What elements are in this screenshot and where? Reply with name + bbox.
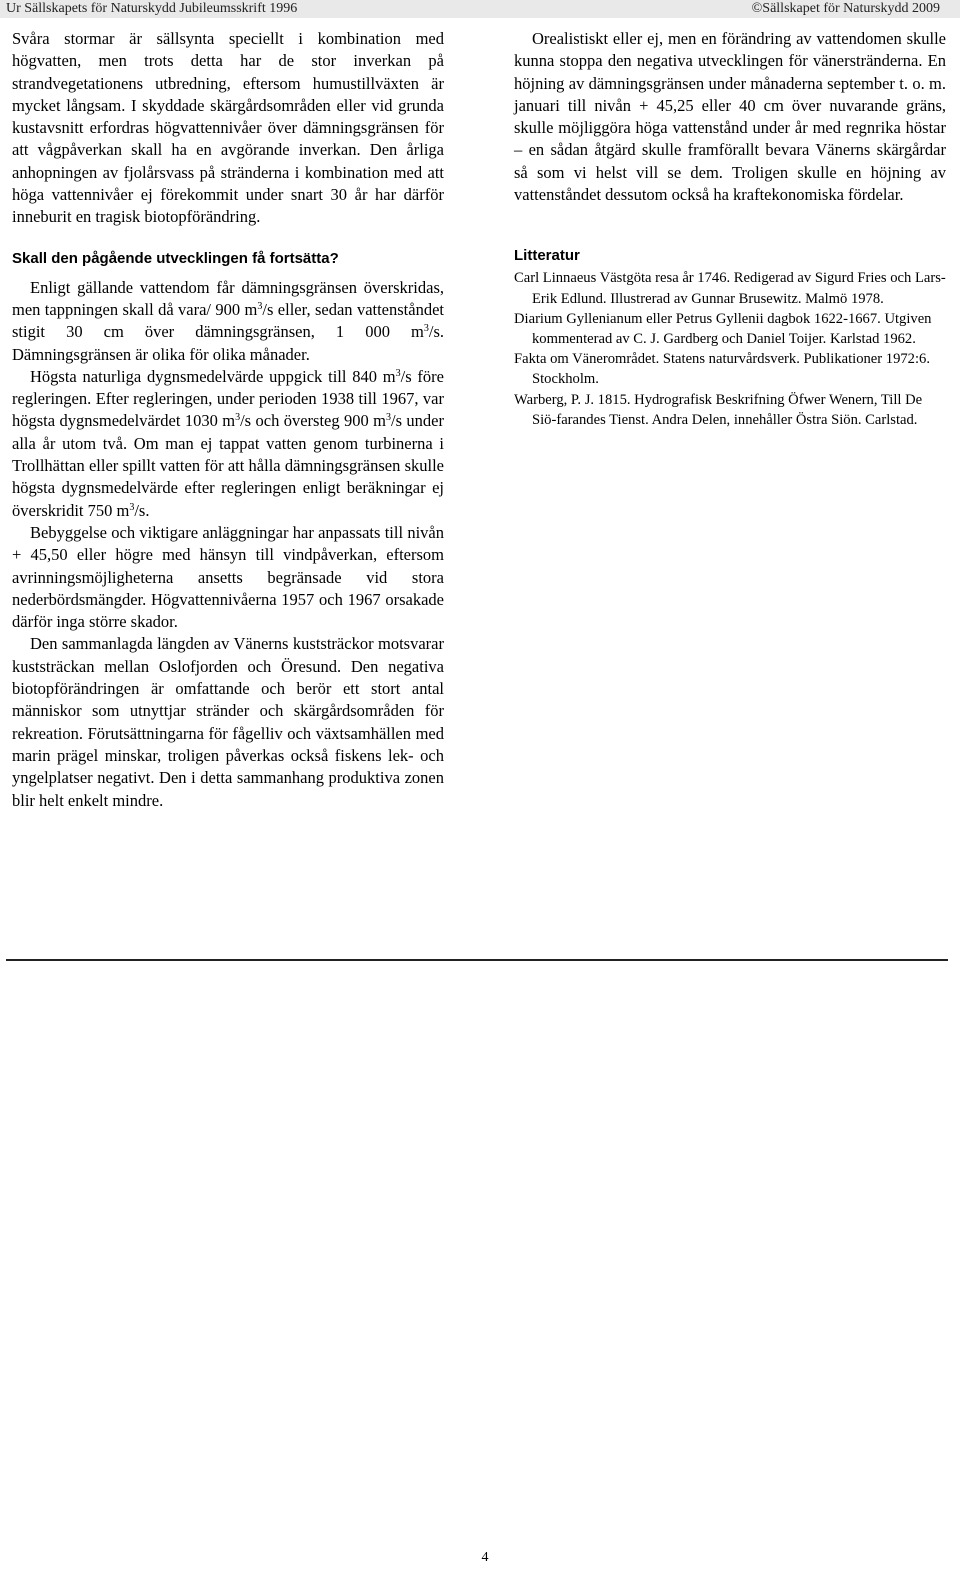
reference-item: Warberg, P. J. 1815. Hydrografisk Beskrifning Öfwer Wenern, Till De Siö-farandes Tienst. Andra Delen, innehåller Östra Siön. Carlstad. <box>514 391 923 428</box>
reference-item: Diarium Gyllenianum eller Petrus Gyllenii dagbok 1622-1667. Utgiven kommenterad av C. J. Gardberg och Daniel Toijer. Karlstad 1962. <box>514 310 932 347</box>
paragraph-storms: Svåra stormar är sällsynta speciellt i kombination med högvatten, men trots detta har de stor inverkan på strandvegetationens utbredning, eftersom humustillväxten är mycket långsam. I skyddade skärgårdsområden eller vid grunda kustavsnitt erfordras högvattennivåer över dämningsgränsen för att vågpåverkan skall ha en avgörande inverkan. Den årliga anhopningen av fjolårsvass på stränderna i kombination med att höga vattennivåer ej förekommit under snart 30 år har därför inneburit en tragisk biotopförändring. <box>12 29 444 227</box>
superscript-3: 3 <box>386 412 392 424</box>
paragraph-water-decree-part-a: Enligt gällande vattendom får dämningsgränsen överskridas, men tappningen skall då vara/ 900 m <box>12 277 444 319</box>
superscript-3: 3 <box>235 412 241 424</box>
reference-item: Fakta om Vänerområdet. Statens naturvårdsverk. Publikationer 1972:6. Stockholm. <box>514 351 930 388</box>
page-header <box>0 0 960 18</box>
left-column <box>12 28 444 812</box>
paragraph-daily-mean-part-b: /s före regleringen. Efter regleringen, under perioden 1938 till 1967, var högsta dygnsmedelvärdet 1030 m <box>12 366 444 431</box>
horizontal-divider <box>6 959 948 961</box>
superscript-3: 3 <box>129 501 135 513</box>
superscript-3: 3 <box>257 300 263 312</box>
literature-heading: Litteratur <box>514 247 580 265</box>
paragraph-water-decree <box>12 277 444 366</box>
page-number: 4 <box>481 1550 489 1565</box>
superscript-3: 3 <box>395 367 401 379</box>
header-publication-title: Ur Sällskapets för Naturskydd Jubileumsskrift 1996 <box>6 1 298 16</box>
superscript-3: 3 <box>423 323 429 335</box>
paragraph-water-decree-part-c: /s. Dämningsgränsen är olika för olika månader. <box>12 322 444 364</box>
section-heading: Skall den pågående utvecklingen få fortsätta? <box>12 249 339 267</box>
reference-list <box>514 268 946 430</box>
paragraph-daily-mean-part-d: /s under alla år utom två. Om man ej tappat vatten genom turbinerna i Trollhättan eller spillt vatten för att hålla dämningsgränsen skulle högsta dygnsmedelvärde efter regleringen enligt beräkningar ej överskridit 750 m <box>12 411 444 520</box>
header-copyright: ©Sällskapet för Naturskydd 2009 <box>751 1 940 16</box>
reference-item: Carl Linnaeus Västgöta resa år 1746. Redigerad av Sigurd Fries och Lars-Erik Edlund. Illustrerad av Gunnar Brusewitz. Malmö 1978. <box>514 270 946 307</box>
paragraph-buildings: Bebyggelse och viktigare anläggningar har anpassats till nivån + 45,50 eller högre med hänsyn till vindpåverkan, eftersom avrinningsmöjligheterna ansetts begränsade vid stora nederbördsmängder. Högvattennivåerna 1957 och 1967 orsakade därför inga större skador. <box>12 522 444 632</box>
paragraph-coastline: Den sammanlagda längden av Vänerns kuststräckor motsvarar kuststräckan mellan Oslofjorden och Öresund. Den negativa biotopförändringen är omfattande och berör ett stort antal människor som utnyttjar stränder och skärgårdsområden för rekreation. Förutsättningarna för fågelliv och växtsamhällen med marin prägel minskar, troligen påverkas också fiskens lek- och yngelplatser negativt. Den i detta sammanhang produktiva zonen blir helt enkelt mindre. <box>12 634 444 810</box>
paragraph-daily-mean-part-a: Högsta naturliga dygnsmedelvärde uppgick till 840 m <box>30 366 396 386</box>
paragraph-daily-mean-part-c: /s och översteg 900 m <box>240 411 387 431</box>
paragraph-water-decree-part-b: /s eller, sedan vattenståndet stigit 30 cm över dämningsgränsen, 1 000 m <box>12 299 444 342</box>
paragraph-daily-mean <box>12 366 444 522</box>
paragraph-daily-mean-part-e: /s. <box>134 500 150 520</box>
right-column <box>514 28 946 430</box>
paragraph-proposal: Orealistiskt eller ej, men en förändring av vattendomen skulle kunna stoppa den negativa utvecklingen för vänerstränderna. En höjning av dämningsgränsen under månaderna september t. o. m. januari till nivån + 45,25 eller 40 cm över nuvarande gräns, skulle möjliggöra höga vattenstånd under år med regnrika höstar – en sådan åtgärd skulle framförallt bevara Vänerns skärgårdar så som vi helst vill se dem. Troligen skulle en höjning av vattenståndet dessutom också ha kraftekonomiska fördelar. <box>514 29 946 205</box>
